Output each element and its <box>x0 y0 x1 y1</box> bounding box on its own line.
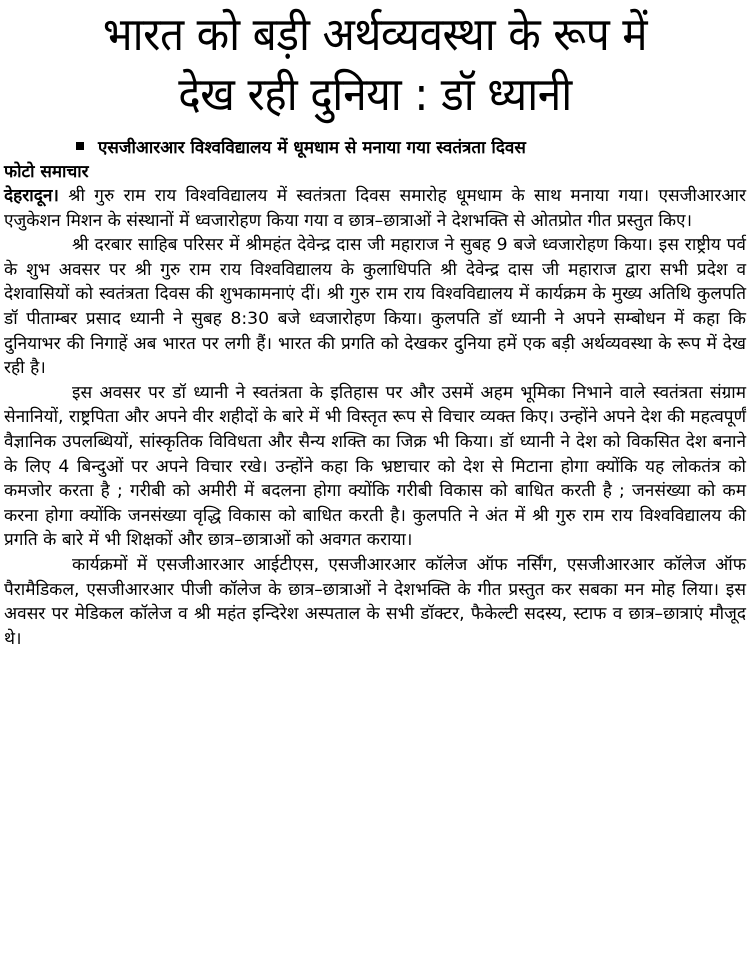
subheadline <box>4 136 746 160</box>
paragraph-1-text: श्री गुरु राम राय विश्वविद्यालय में स्वतंत्रता दिवस समारोह धूमधाम के साथ मनाया गया। एसजीआरआर एजुकेशन मिशन के संस्थानों में ध्वजारोहण किया गया व छात्र–छात्राओं ने देशभक्ति से ओतप्रोत गीत प्रस्तुत किए। <box>4 186 746 231</box>
section-label: फोटो समाचार <box>4 162 89 182</box>
headline <box>34 4 717 124</box>
paragraph-2: श्री दरबार साहिब परिसर में श्रीमहंत देवेन्द्र दास जी महाराज ने सुबह 9 बजे ध्वजारोहण किया। इस राष्ट्रीय पर्व के शुभ अवसर पर श्री गुरु राम राय विश्वविद्यालय के कुलाधिपति श्री देवेन्द्र दास जी महाराज द्वारा सभी प्रदेश व देशवासियों को स्वतंत्रता दिवस की शुभकामनाएं दीं। श्री गुरु राम राय विश्वविद्यालय में कार्यक्रम के मुख्य अतिथि कुलपति डॉ पीताम्बर प्रसाद ध्यानी ने सुबह 8:30 बजे ध्वजारोहण किया। कुलपति डॉ ध्यानी ने अपने सम्बोधन में कहा कि दुनियाभर की निगाहें अब भारत पर लगी हैं। भारत की प्रगति को देखकर दुनिया हमें एक बड़ी अर्थव्यवस्था के रूप में देख रही है। <box>4 235 746 379</box>
paragraph-1 <box>4 184 746 233</box>
article-body <box>4 184 746 651</box>
paragraph-3: इस अवसर पर डॉ ध्यानी ने स्वतंत्रता के इतिहास पर और उसमें अहम भूमिका निभाने वाले स्वतंत्रता संग्राम सेनानियों, राष्ट्रपिता और अपने वीर शहीदों के बारे में भी विस्तृत रूप से विचार व्यक्त किए। उन्होंने अपने देश की महत्वपूर्णं वैज्ञानिक उपलब्धियों, सांस्कृतिक विविधता और सैन्य शक्ति का जिक्र भी किया। डॉ ध्यानी ने देश को विकसित देश बनाने के लिए 4 बिन्दुओं पर अपने विचार रखे। उन्होंने कहा कि भ्रष्टाचार को देश से मिटाना होगा क्योंकि यह लोकतंत्र को कमजोर करता है ; गरीबी को अमीरी में बदलना होगा क्योंकि गरीबी विकास को बाधित करती है ; जनसंख्या को कम करना होगा क्योंकि जनसंख्या वृद्धि विकास को बाधित करती है। कुलपति ने अंत में श्री गुरु राम राय विश्वविद्यालय की प्रगति के बारे में भी शिक्षकों और छात्र–छात्राओं को अवगत कराया। <box>4 382 746 551</box>
subheadline-text: एसजीआरआर विश्वविद्यालय में धूमधाम से मनाया गया स्वतंत्रता दिवस <box>98 138 526 158</box>
headline-line-1: भारत को बड़ी अर्थव्यवस्था के रूप में <box>102 7 648 61</box>
paragraph-4: कार्यक्रमों में एसजीआरआर आईटीएस, एसजीआरआर कॉलेज ऑफ नर्सिंग, एसजीआरआर कॉलेज ऑफ पैरामैडिकल, एसजीआरआर पीजी कॉलेज के छात्र–छात्राओं ने देशभक्ति के गीत प्रस्तुत कर सबका मन मोह लिया। इस अवसर पर मेडिकल कॉलेज व श्री महंत इन्दिरेश अस्पताल के सभी डॉक्टर, फैकेल्टी सदस्य, स्टाफ व छात्र–छात्राएं मौजूद थे। <box>4 554 746 649</box>
dateline: देहरादून। <box>4 186 59 206</box>
headline-line-2: देख रही दुनिया : डॉ ध्यानी <box>178 67 572 121</box>
square-bullet-icon <box>76 142 84 150</box>
